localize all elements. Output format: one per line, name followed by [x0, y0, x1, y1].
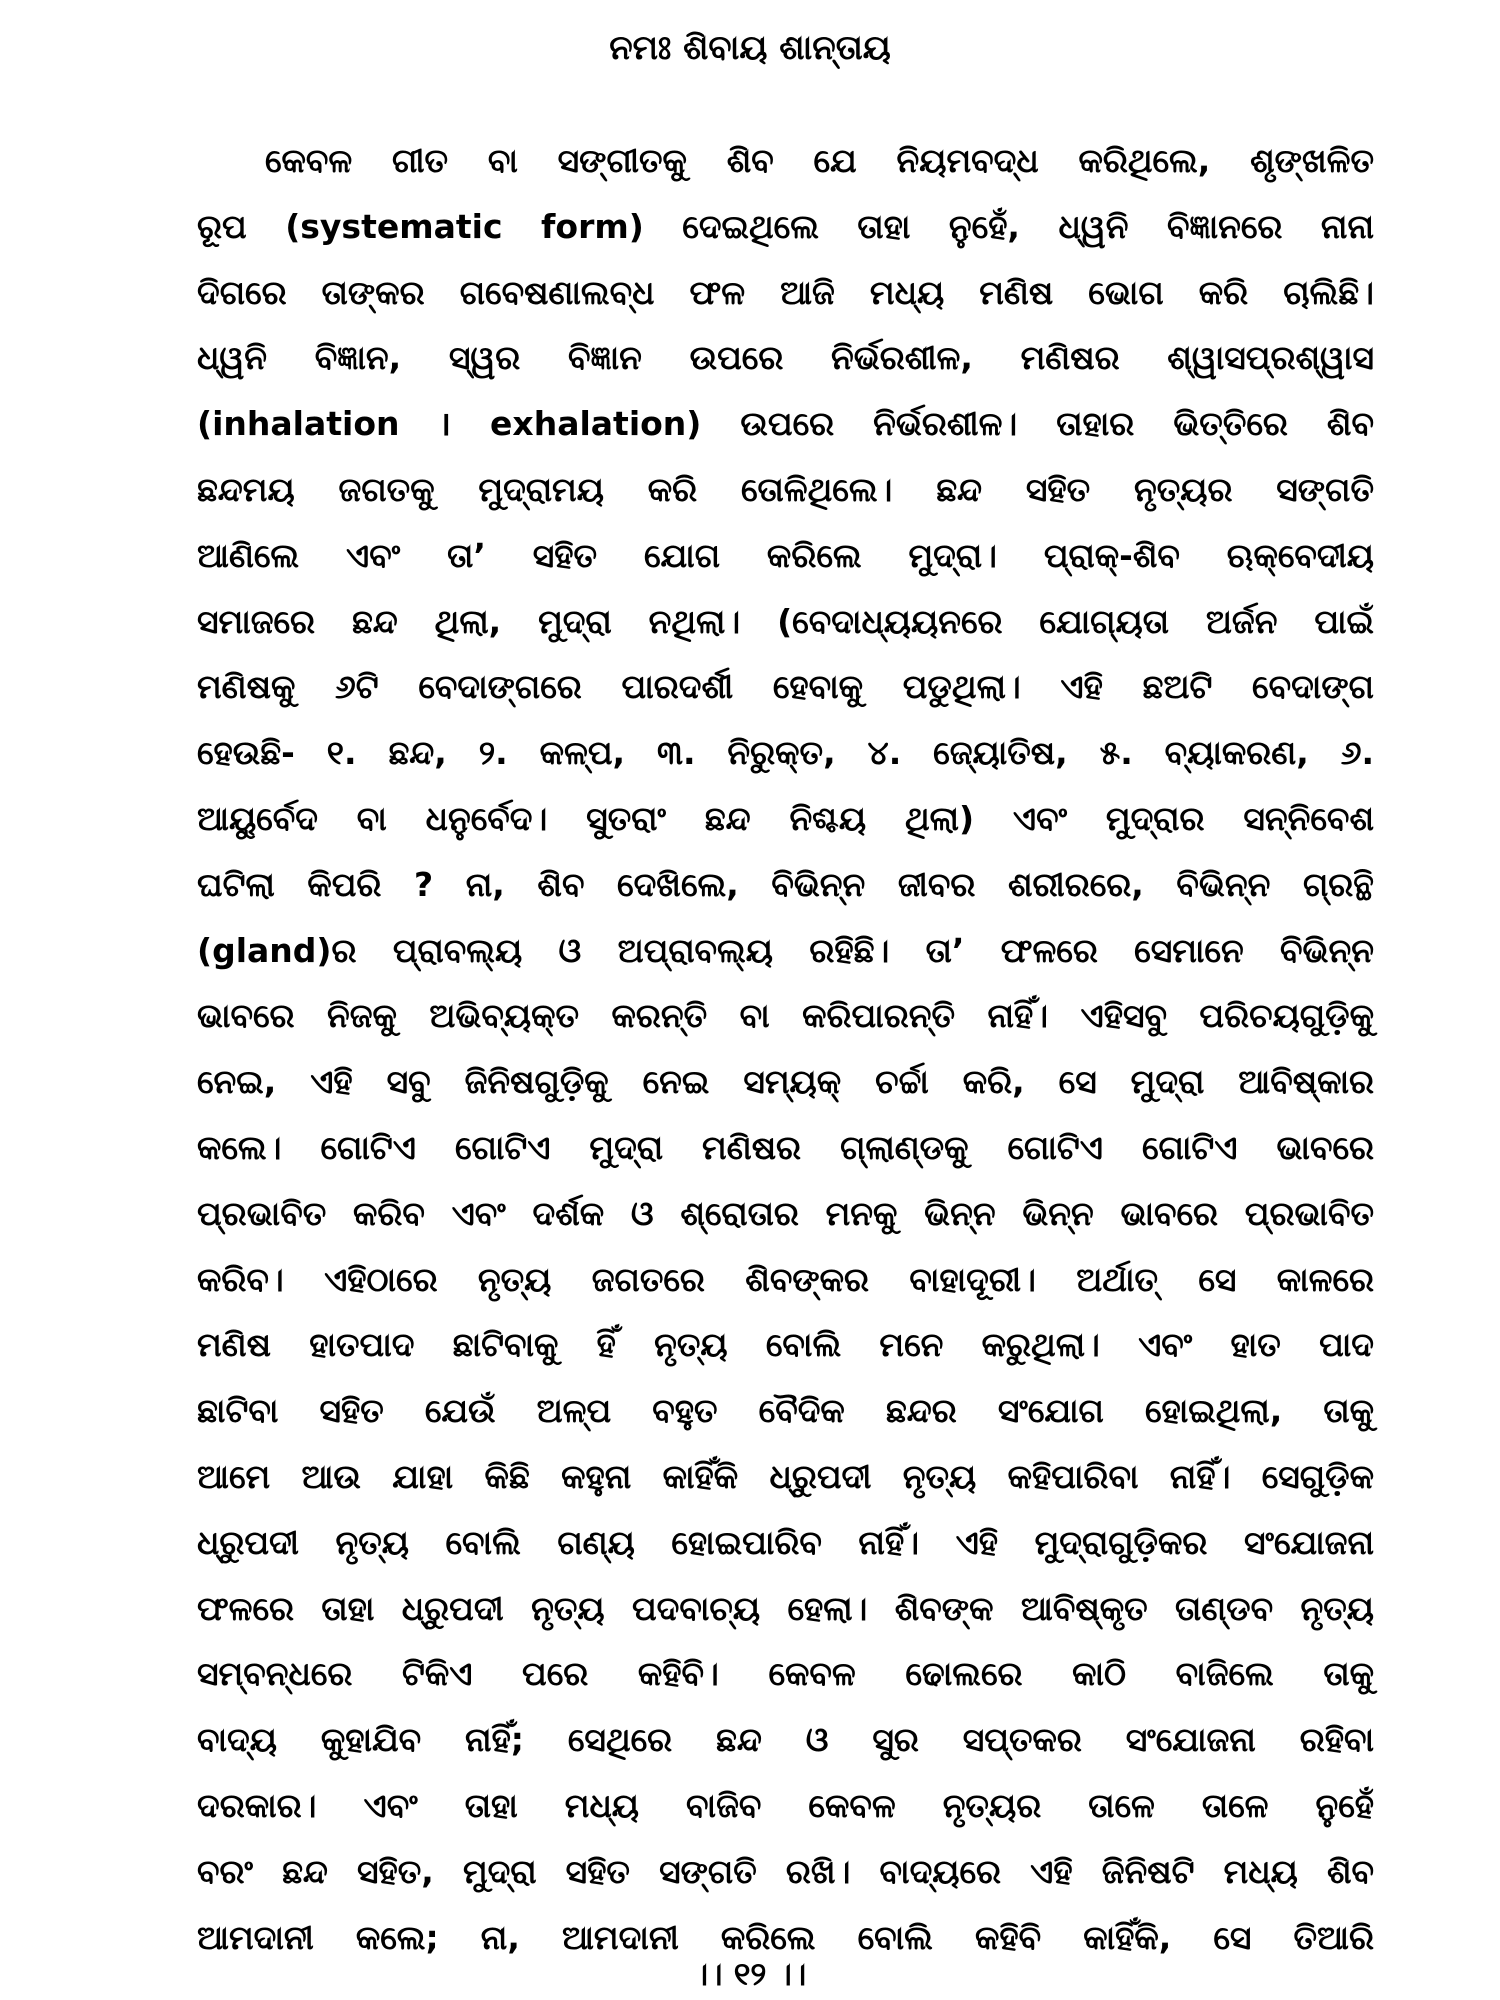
text-line: ଦରକାର। ଏବଂ ତାହା ମଧ୍ୟ ବାଜିବ କେବଳ ନୃତ୍ୟର ତାଳେ ତାଳେ ନୁହେଁ — [197, 1785, 1374, 1825]
text-line: ରୂପ (systematic form) ଦେଇଥିଲେ ତାହା ନୁହେଁ, ଧ୍ୱନି ବିଜ୍ଞାନରେ ନାନା — [197, 206, 1374, 246]
text-line: ବରଂ ଛନ୍ଦ ସହିତ, ମୁଦ୍ରା ସହିତ ସଙ୍ଗତି ରଖି। ବାଦ୍ୟରେ ଏହି ଜିନିଷଟି ମଧ୍ୟ ଶିବ — [197, 1851, 1374, 1891]
text-line: ଆଣିଲେ ଏବଂ ତା’ ସହିତ ଯୋଗ କରିଲେ ମୁଦ୍ରା। ପ୍ରାକ୍-ଶିବ ଋକ୍‌ବେଦୀୟ — [197, 535, 1374, 575]
text-line: ହେଉଛି- ୧. ଛନ୍ଦ, ୨. କଳ୍ପ, ୩. ନିରୁକ୍ତ, ୪. ଜ୍ୟୋତିଷ, ୫. ବ୍ୟାକରଣ, ୬. — [197, 733, 1374, 773]
text-line: ଫଳରେ ତାହା ଧ୍ରୁପଦୀ ନୃତ୍ୟ ପଦବାଚ୍ୟ ହେଲା। ଶିବଙ୍କ ଆବିଷ୍କୃତ ତାଣ୍ଡବ ନୃତ୍ୟ — [197, 1588, 1374, 1628]
text-line: ଧ୍ରୁପଦୀ ନୃତ୍ୟ ବୋଲି ଗଣ୍ୟ ହୋଇପାରିବ ନାହିଁ। ଏହି ମୁଦ୍ରାଗୁଡ଼ିକର ସଂଯୋଜନା — [197, 1522, 1374, 1562]
text-line: ଆୟୁର୍ବେଦ ବା ଧନୁର୍ବେଦ। ସୁତରାଂ ଛନ୍ଦ ନିଶ୍ଚୟ ଥିଲା) ଏବଂ ମୁଦ୍ରାର ସନ୍ନିବେଶ — [197, 798, 1374, 838]
text-line: ଛନ୍ଦମୟ ଜଗତକୁ ମୁଦ୍ରାମୟ କରି ତୋଳିଥିଲେ। ଛନ୍ଦ ସହିତ ନୃତ୍ୟର ସଙ୍ଗତି — [197, 469, 1374, 509]
text-line: ପ୍ରଭାବିତ କରିବ ଏବଂ ଦର୍ଶକ ଓ ଶ୍ରୋତାର ମନକୁ ଭିନ୍ନ ଭିନ୍ନ ଭାବରେ ପ୍ରଭାବିତ — [197, 1193, 1374, 1233]
text-line: ନେଇ, ଏହି ସବୁ ଜିନିଷଗୁଡ଼ିକୁ ନେଇ ସମ୍ୟକ୍ ଚର୍ଚ୍ଚା କରି, ସେ ମୁଦ୍ରା ଆବିଷ୍କାର — [197, 1062, 1374, 1102]
text-line: ସମାଜରେ ଛନ୍ଦ ଥିଲା, ମୁଦ୍ରା ନଥିଲା। (ବେଦାଧ୍ୟୟନରେ ଯୋଗ୍ୟତା ଅର୍ଜନ ପାଇଁ — [197, 601, 1374, 641]
text-line: ଭାବରେ ନିଜକୁ ଅଭିବ୍ୟକ୍ତ କରନ୍ତି ବା କରିପାରନ୍ତି ନାହିଁ। ଏହିସବୁ ପରିଚୟଗୁଡ଼ିକୁ — [197, 996, 1374, 1036]
text-line: ମଣିଷକୁ ୬ଟି ବେଦାଙ୍ଗରେ ପାରଦର୍ଶୀ ହେବାକୁ ପଡୁଥିଲା। ଏହି ଛଅଟି ବେଦାଙ୍ଗ — [197, 667, 1374, 707]
text-line: (inhalation । exhalation) ଉପରେ ନିର୍ଭରଶୀଳ। ତାହାର ଭିତ୍ତିରେ ଶିବ — [197, 404, 1374, 444]
text-line: କଲେ। ଗୋଟିଏ ଗୋଟିଏ ମୁଦ୍ରା ମଣିଷର ଗ୍ଲାଣ୍ଡକୁ ଗୋଟିଏ ଗୋଟିଏ ଭାବରେ — [197, 1127, 1374, 1167]
text-line: ଘଟିଲା କିପରି ? ନା, ଶିବ ଦେଖିଲେ, ବିଭିନ୍ନ ଜୀବର ଶରୀରରେ, ବିଭିନ୍ନ ଗ୍ରନ୍ଥି — [197, 864, 1374, 904]
text-line: କେବଳ ଗୀତ ବା ସଙ୍ଗୀତକୁ ଶିବ ଯେ ନିୟମବଦ୍ଧ କରିଥିଲେ, ଶୃଙ୍ଖଳିତ — [265, 141, 1374, 180]
text-line: କରିବ। ଏହିଠାରେ ନୃତ୍ୟ ଜଗତରେ ଶିବଙ୍କର ବାହାଦୂରୀ। ଅର୍ଥାତ୍ ସେ କାଳରେ — [197, 1259, 1374, 1299]
body-paragraph — [197, 128, 1374, 1970]
page-number: ।। ୧୨ ।। — [693, 1955, 807, 1993]
text-line: ଦିଗରେ ତାଙ୍କର ଗବେଷଣାଲବ୍ଧ ଫଳ ଆଜି ମଧ୍ୟ ମଣିଷ ଭୋଗ କରି ଚାଲିଛି। — [197, 272, 1374, 312]
text-line: ଛାଟିବା ସହିତ ଯେଉଁ ଅଳ୍ପ ବହୁତ ବୈଦିକ ଛନ୍ଦର ସଂଯୋଗ ହୋଇଥିଲା, ତାକୁ — [197, 1391, 1374, 1431]
text-line: ସମ୍ବନ୍ଧରେ ଟିକିଏ ପରେ କହିବି। କେବଳ ଢୋଲରେ କାଠି ବାଜିଲେ ତାକୁ — [197, 1654, 1374, 1694]
text-line: ଆମଦାନୀ କଲେ; ନା, ଆମଦାନୀ କରିଲେ ବୋଲି କହିବି କାହିଁକି, ସେ ତିଆରି — [197, 1917, 1374, 1957]
page-title: ନମଃ ଶିବାୟ ଶାନ୍ତାୟ — [609, 28, 891, 68]
text-line: ଆମେ ଆଉ ଯାହା କିଛି କହୁନା କାହିଁକି ଧ୍ରୁପଦୀ ନୃତ୍ୟ କହିପାରିବା ନାହିଁ। ସେଗୁଡ଼ିକ — [197, 1456, 1374, 1496]
text-line: ଧ୍ୱନି ବିଜ୍ଞାନ, ସ୍ୱର ବିଜ୍ଞାନ ଉପରେ ନିର୍ଭରଶୀଳ, ମଣିଷର ଶ୍ୱାସପ୍ରଶ୍ୱାସ — [197, 338, 1374, 378]
text-line: (gland)ର ପ୍ରାବଲ୍ୟ ଓ ଅପ୍ରାବଲ୍ୟ ରହିଛି। ତା’ ଫଳରେ ସେମାନେ ବିଭିନ୍ନ — [197, 930, 1374, 970]
text-line: ବାଦ୍ୟ କୁହାଯିବ ନାହିଁ; ସେଥିରେ ଛନ୍ଦ ଓ ସୁର ସପ୍ତକର ସଂଯୋଜନା ରହିବା — [197, 1720, 1374, 1760]
text-line: ମଣିଷ ହାତପାଦ ଛାଟିବାକୁ ହିଁ ନୃତ୍ୟ ବୋଲି ମନେ କରୁଥିଲା। ଏବଂ ହାତ ପାଦ — [197, 1325, 1374, 1365]
